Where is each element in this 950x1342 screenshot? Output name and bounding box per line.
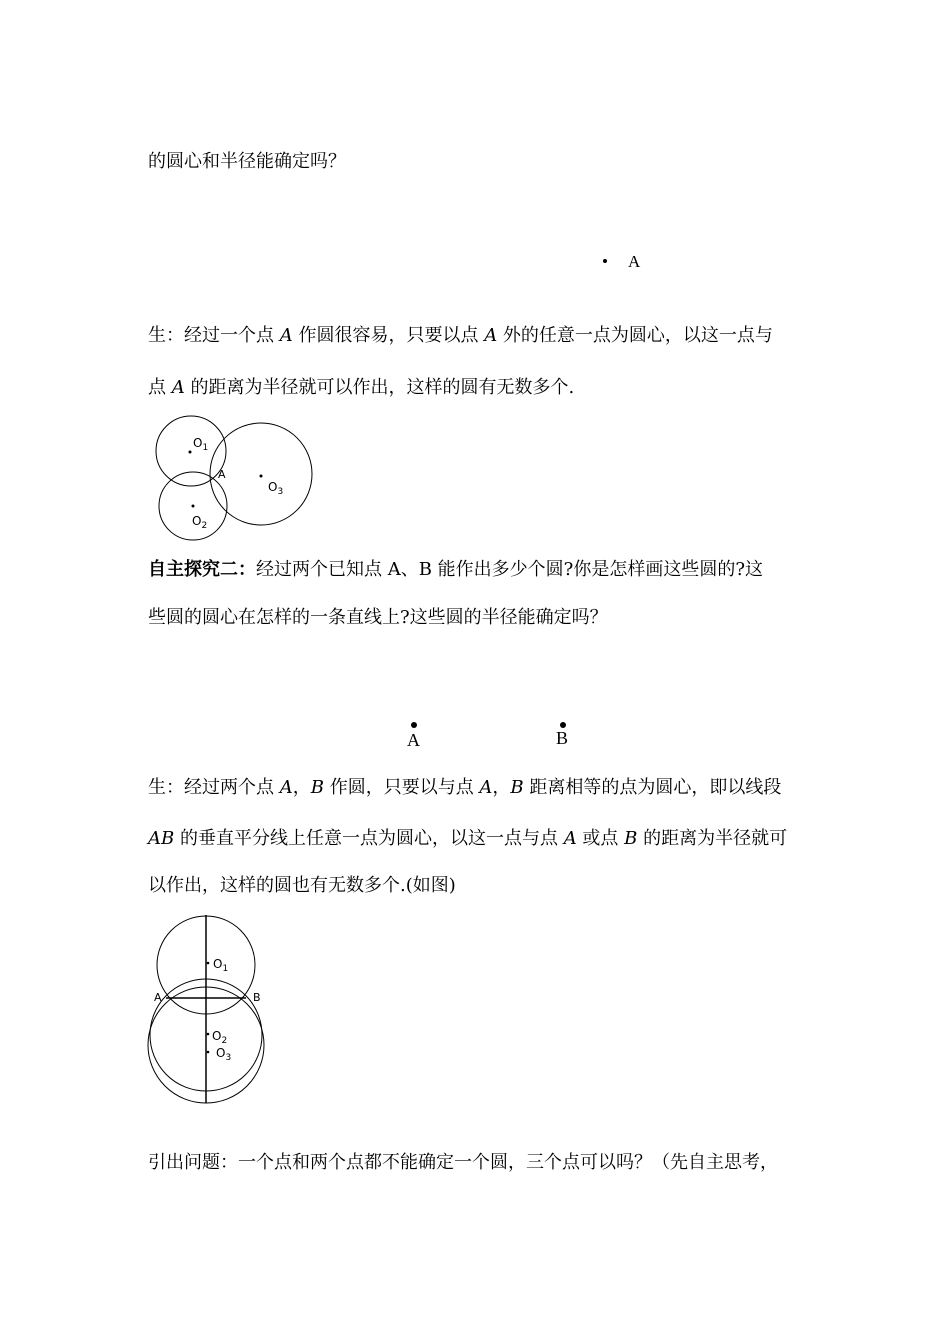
figure-circles-through-two-points bbox=[145, 910, 280, 1110]
center-o2 bbox=[192, 505, 195, 508]
label-a: A bbox=[218, 468, 226, 481]
label-o2: $O_2$ bbox=[192, 514, 208, 531]
label-o1: $O_1$ bbox=[193, 436, 209, 453]
point-a-dot-2 bbox=[411, 722, 417, 728]
label-a: A bbox=[154, 991, 162, 1004]
label-o3: $O_3$ bbox=[268, 480, 284, 497]
center-o1 bbox=[189, 451, 192, 454]
lead-question: 引出问题：一个点和两个点都不能确定一个圆，三个点可以吗？（先自主思考， bbox=[148, 1152, 778, 1173]
answer-two-points-line1: 生：经过两个点 A，B 作圆，只要以与点 A，B 距离相等的点为圆心，即以线段 bbox=[148, 777, 782, 798]
center-o3 bbox=[260, 475, 263, 478]
center-o1 bbox=[207, 962, 210, 965]
center-o3 bbox=[207, 1051, 210, 1054]
point-b-label: B bbox=[556, 728, 569, 748]
answer-two-points-line2: AB 的垂直平分线上任意一点为圆心，以这一点与点 A 或点 B 的距离为半径就可 bbox=[148, 828, 788, 849]
answer-one-point-line2: 点 A 的距离为半径就可以作出，这样的圆有无数多个. bbox=[148, 377, 575, 398]
answer-two-points-line3: 以作出，这样的圆也有无数多个.(如图) bbox=[148, 875, 456, 896]
exploration-two-line2: 些圆的圆心在怎样的一条直线上?这些圆的半径能确定吗？ bbox=[148, 607, 608, 628]
label-o2: $O_2$ bbox=[212, 1029, 228, 1046]
label-o1: $O_1$ bbox=[213, 957, 229, 974]
paragraph-question-end: 的圆心和半径能确定吗？ bbox=[148, 151, 346, 172]
label-b: B bbox=[253, 991, 261, 1004]
figure-circles-through-one-point bbox=[150, 415, 320, 545]
point-a-label: A bbox=[628, 252, 641, 271]
point-a-label-2: A bbox=[407, 730, 420, 750]
point-a-dot bbox=[603, 259, 607, 263]
answer-one-point-line1: 生：经过一个点 A 作圆很容易，只要以点 A 外的任意一点为圆心，以这一点与 bbox=[148, 325, 773, 346]
exploration-two-line1: 自主探究二：经过两个已知点 A、B 能作出多少个圆?你是怎样画这些圆的?这 bbox=[148, 559, 763, 580]
center-o2 bbox=[207, 1033, 210, 1036]
label-o3: $O_3$ bbox=[216, 1046, 232, 1063]
